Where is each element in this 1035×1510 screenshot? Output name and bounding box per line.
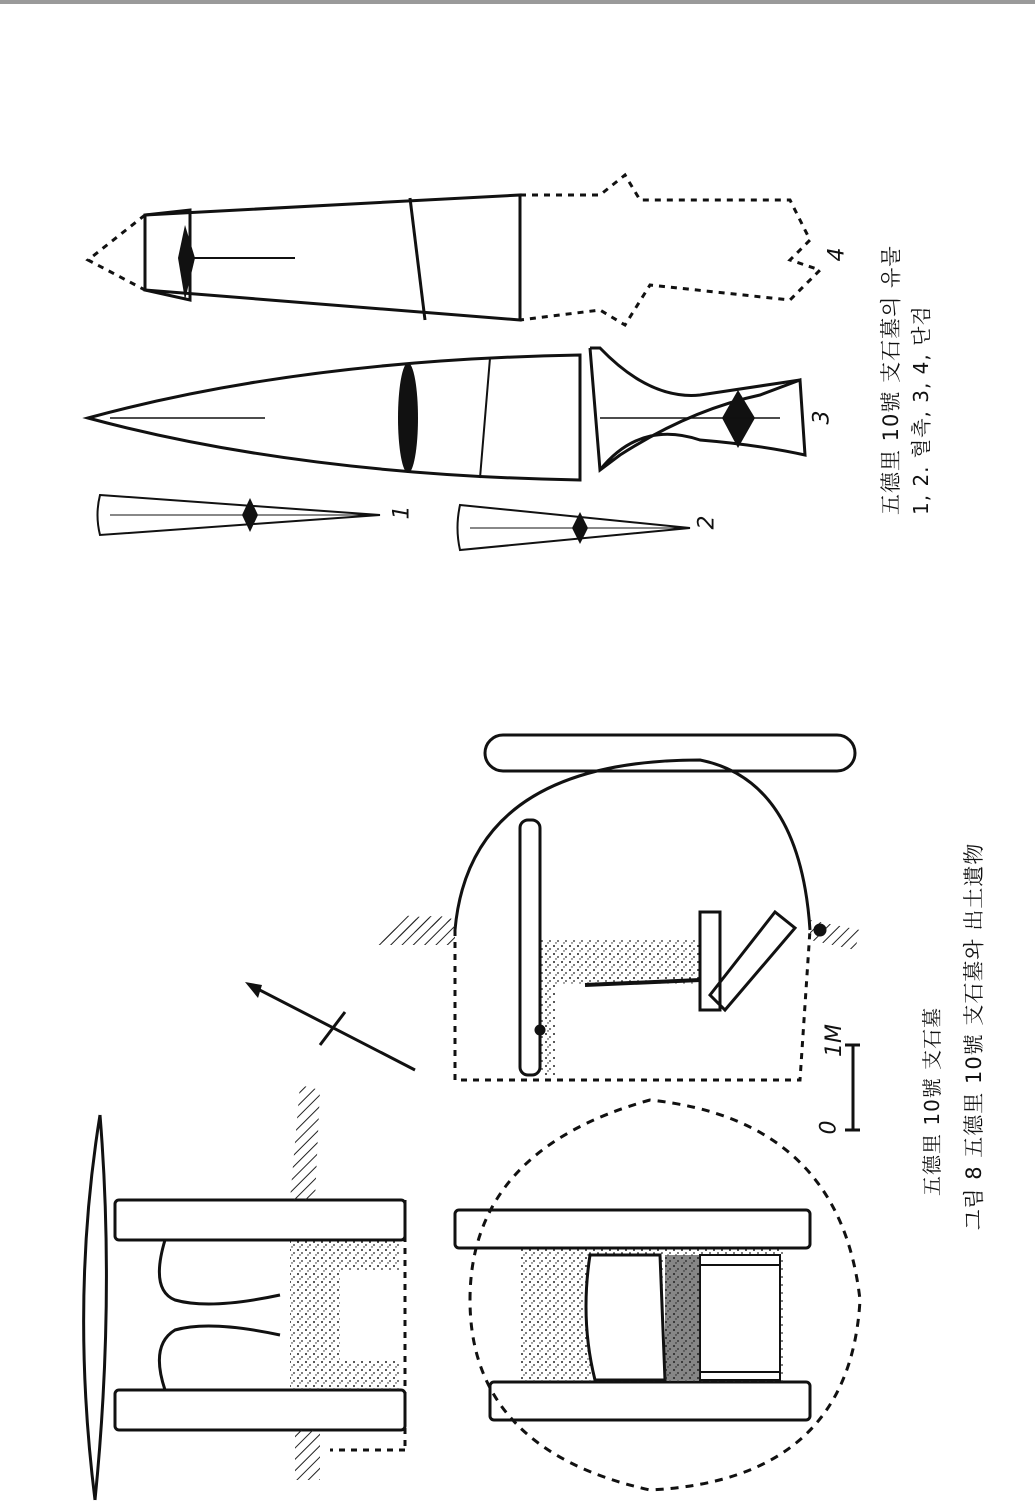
dolmen-elevation bbox=[84, 1085, 405, 1500]
artifact-label-2: 2 bbox=[694, 515, 720, 530]
dolmen-chamber-plan bbox=[455, 1100, 860, 1490]
artifacts-caption-line1: 五德里 10號 支石墓의 유물 bbox=[879, 245, 903, 515]
artifact-1-arrowhead bbox=[98, 495, 381, 535]
scale-bar bbox=[845, 1045, 860, 1130]
dolmen-plan bbox=[245, 735, 860, 1080]
scale-label-zero: 0 bbox=[816, 1120, 842, 1135]
artifact-4-dagger bbox=[88, 175, 820, 325]
artifact-label-3: 3 bbox=[809, 410, 835, 425]
artifact-label-1: 1 bbox=[389, 505, 415, 520]
dolmen-caption: 五德里 10號 支石墓 bbox=[920, 1006, 944, 1196]
scale-label-1m: 1M bbox=[821, 1024, 847, 1057]
main-figure-caption: 그림 8 五德里 10號 支石墓와 出土遺物 bbox=[962, 842, 986, 1230]
artifacts-caption-line2: 1, 2. 혈촉, 3, 4, 단검 bbox=[909, 305, 933, 515]
artifact-2-arrowhead bbox=[458, 505, 691, 550]
artifact-3-dagger bbox=[88, 348, 805, 480]
artifact-label-4: 4 bbox=[824, 247, 850, 262]
